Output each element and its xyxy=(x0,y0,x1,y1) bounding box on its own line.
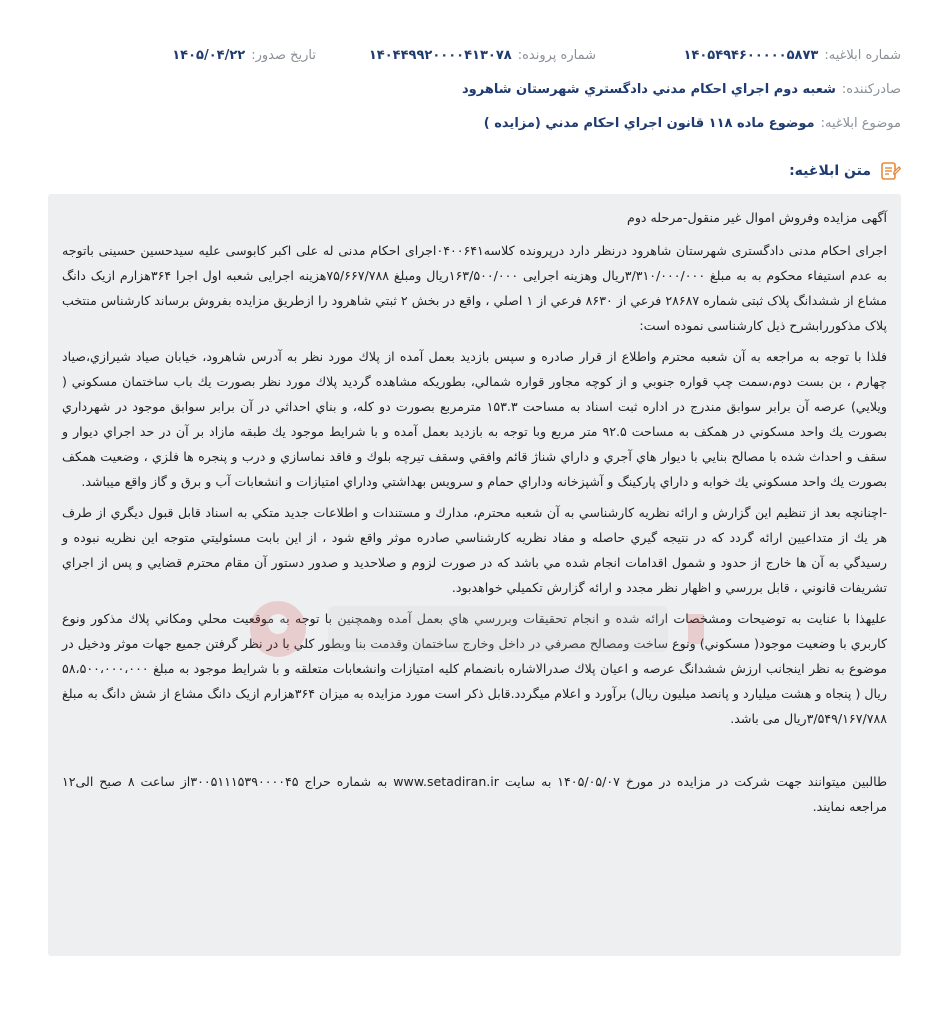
subject-line xyxy=(38,112,901,136)
paragraph-disclaimer: -اچنانچه بعد از تنظيم اين گزارش و ارائه نظريه كارشناسي به آن شعبه محترم، مدارك و مستندات و اطلاعات جديد متكي به اسناد قابل قبول ديگري از طرف هر يك از متداعيين ارائه گردد كه در نتيجه گيري حاصله و مفاد نظريه كارشناسي صادره موثر واقع شود ، از اين بابت مسئوليتي متوجه اين نظريه نبوده و رسيدگي به آن ها خارج از حدود و شمول اقدامات انجام شده مي باشد كه در صورت لزوم و صلاحديد و صدور دستور آن مقام محترم قضايي و پس از اجراي تشريفات قانوني ، قابل بررسي و اظهار نظر مجدد و ارائه گزارش تكميلي خواهدبود. xyxy=(62,505,887,595)
document-edit-icon xyxy=(879,160,901,182)
section-title-text: متن ابلاغيه: xyxy=(789,163,871,179)
subject-value: موضوع ماده ۱۱۸ قانون اجراي احکام مدني (مزايده ) xyxy=(483,116,815,131)
notification-body xyxy=(48,194,901,956)
issue-date-label: تاريخ صدور: xyxy=(251,48,316,63)
notification-number xyxy=(683,44,901,68)
notification-number-label: شماره ابلاغيه: xyxy=(824,48,901,63)
section-title xyxy=(789,158,901,184)
issuer-line xyxy=(38,78,901,102)
case-number-label: شماره پرونده: xyxy=(517,48,596,63)
issue-date xyxy=(172,44,316,68)
meta-row xyxy=(38,44,901,68)
paragraph-intro: اجرای احکام مدنی دادگستری شهرستان شاهرود درنظر دارد درپرونده کلاسه۰۴۰۰۶۴۱اجرای احکام مدنی له علی اکبر کابوسی علیه سیدحسین حسینی باتوجه به عدم استیفاء محکوم به به مبلغ ۳/۳۱۰/۰۰۰/۰۰۰ریال وهزینه اجرایی ۱۶۳/۵۰۰/۰۰۰ریال ومبلغ ۷۵/۶۶۷/۷۸۸هزینه اجرایی شعبه اول اجرا ۳۶۴هزارم ازیک دانگ مشاع از ششدانگ پلاک ثبتی شماره ۲۸۶۸۷ فرعي از ۸۶۳۰ فرعي از ۱ اصلي ، واقع در بخش ۲ ثبتي شاهرود را ازطریق مزایده بفروش برساند کارشناس منتخب پلاک مذکوررابشرح ذیل کارشناسی نموده است: xyxy=(62,243,887,333)
announcement-heading: آگهی مزایده وفروش اموال غیر منقول-مرحله دوم xyxy=(627,210,887,225)
paragraph-valuation: عليهذا با عنايت به توضيحات ومشخصات ارائه شده و انجام تحقيقات وبررسي هاي بعمل آمده وهمچنين با توجه به موقعيت محلي ومكاني پلاك مذكور ونوع كاربري با وضعيت موجود( مسكوني) ونوع ساخت ومصالح مصرفي در داخل وخارج ساختمان وقدمت بنا وبطور كلي با در نظر گرفتن جميع جهات موثر ودخيل در موضوع به نظر اينجانب ارزش ششدانگ عرصه و اعيان پلاك صدرالاشاره بانضمام كليه امتيازات وانشعابات متعلقه و با شرايط موجود به مبلغ ۵۸،۵۰۰،۰۰۰،۰۰۰ ريال ( پنجاه و هشت ميليارد و پانصد ميليون ريال) برآورد و اعلام ميگردد.قابل ذكر است مورد مزایده به میزان ۳۶۴هزارم ازیک دانگ مشاع از شش دانگ به مبلغ ۳/۵۴۹/۱۶۷/۷۸۸ریال می باشد. xyxy=(62,611,887,726)
paragraph-property-description: فلذا با توجه به مراجعه به آن شعبه محترم واطلاع از قرار صادره و سپس بازديد بعمل آمده از پلاك مورد نظر به آدرس شاهرود، خيابان صياد شيرازي،صياد چهارم ، بن بست دوم،سمت چپ قواره جنوبي و از كوچه مجاور قواره شمالي، بطوريكه مشاهده گرديد پلاك مورد نظر بصورت يك باب ساختمان مسكوني ( ويلايي) عرصه آن برابر سوابق مندرج در اداره ثبت اسناد به مساحت ۱۵۳.۳ مترمربع بصورت دو كله، و بناي احداثي در آن برابر سوابق موجود در شهرداري بصورت يك واحد مسكوني در همكف به مساحت ۹۲.۵ متر مربع وبا توجه به بازديد بعمل آمده و با شرايط موجود يك طبقه مازاد بر آن در حد اجراي ديوار و سقف و احداث شده با مصالح بنايي با ديوار هاي آجري و داراي شناژ قائم وافقي وسقف تيرچه بلوك و فاقد نماسازي و درب و پنجره ها فلزي ، وضعيت همكف بصورت يك واحد مسكوني يك خوابه و داراي پاركينگ و آشپزخانه وداراي حمام و سرويس بهداشتي وداراي امتيازات و انشعابات آب و برق و گاز واقع ميباشد. xyxy=(62,349,887,489)
case-number xyxy=(369,44,596,68)
subject-label: موضوع ابلاغيه: xyxy=(820,116,901,131)
case-number-value: ۱۴۰۴۴۹۹۲۰۰۰۰۴۱۳۰۷۸ xyxy=(368,48,512,63)
notification-number-value: ۱۴۰۵۴۹۴۶۰۰۰۰۰۵۸۷۳ xyxy=(683,48,819,63)
issuer-label: صادرکننده: xyxy=(841,82,901,97)
issue-date-value: ۱۴۰۵/۰۴/۲۲ xyxy=(172,48,246,63)
paragraph-participation: طالبین میتوانند جهت شرکت در مزایده در مورخ ۱۴۰۵/۰۵/۰۷ به سایت www.setadiran.ir به شماره حراج ۳۰۰۵۱۱۱۵۳۹۰۰۰۰۴۵از ساعت ۸ صبح الی۱۲ مراجعه نمایند. xyxy=(62,774,888,814)
issuer-value: شعبه دوم اجراي احکام مدني دادگستري شهرستان شاهرود xyxy=(461,82,836,97)
